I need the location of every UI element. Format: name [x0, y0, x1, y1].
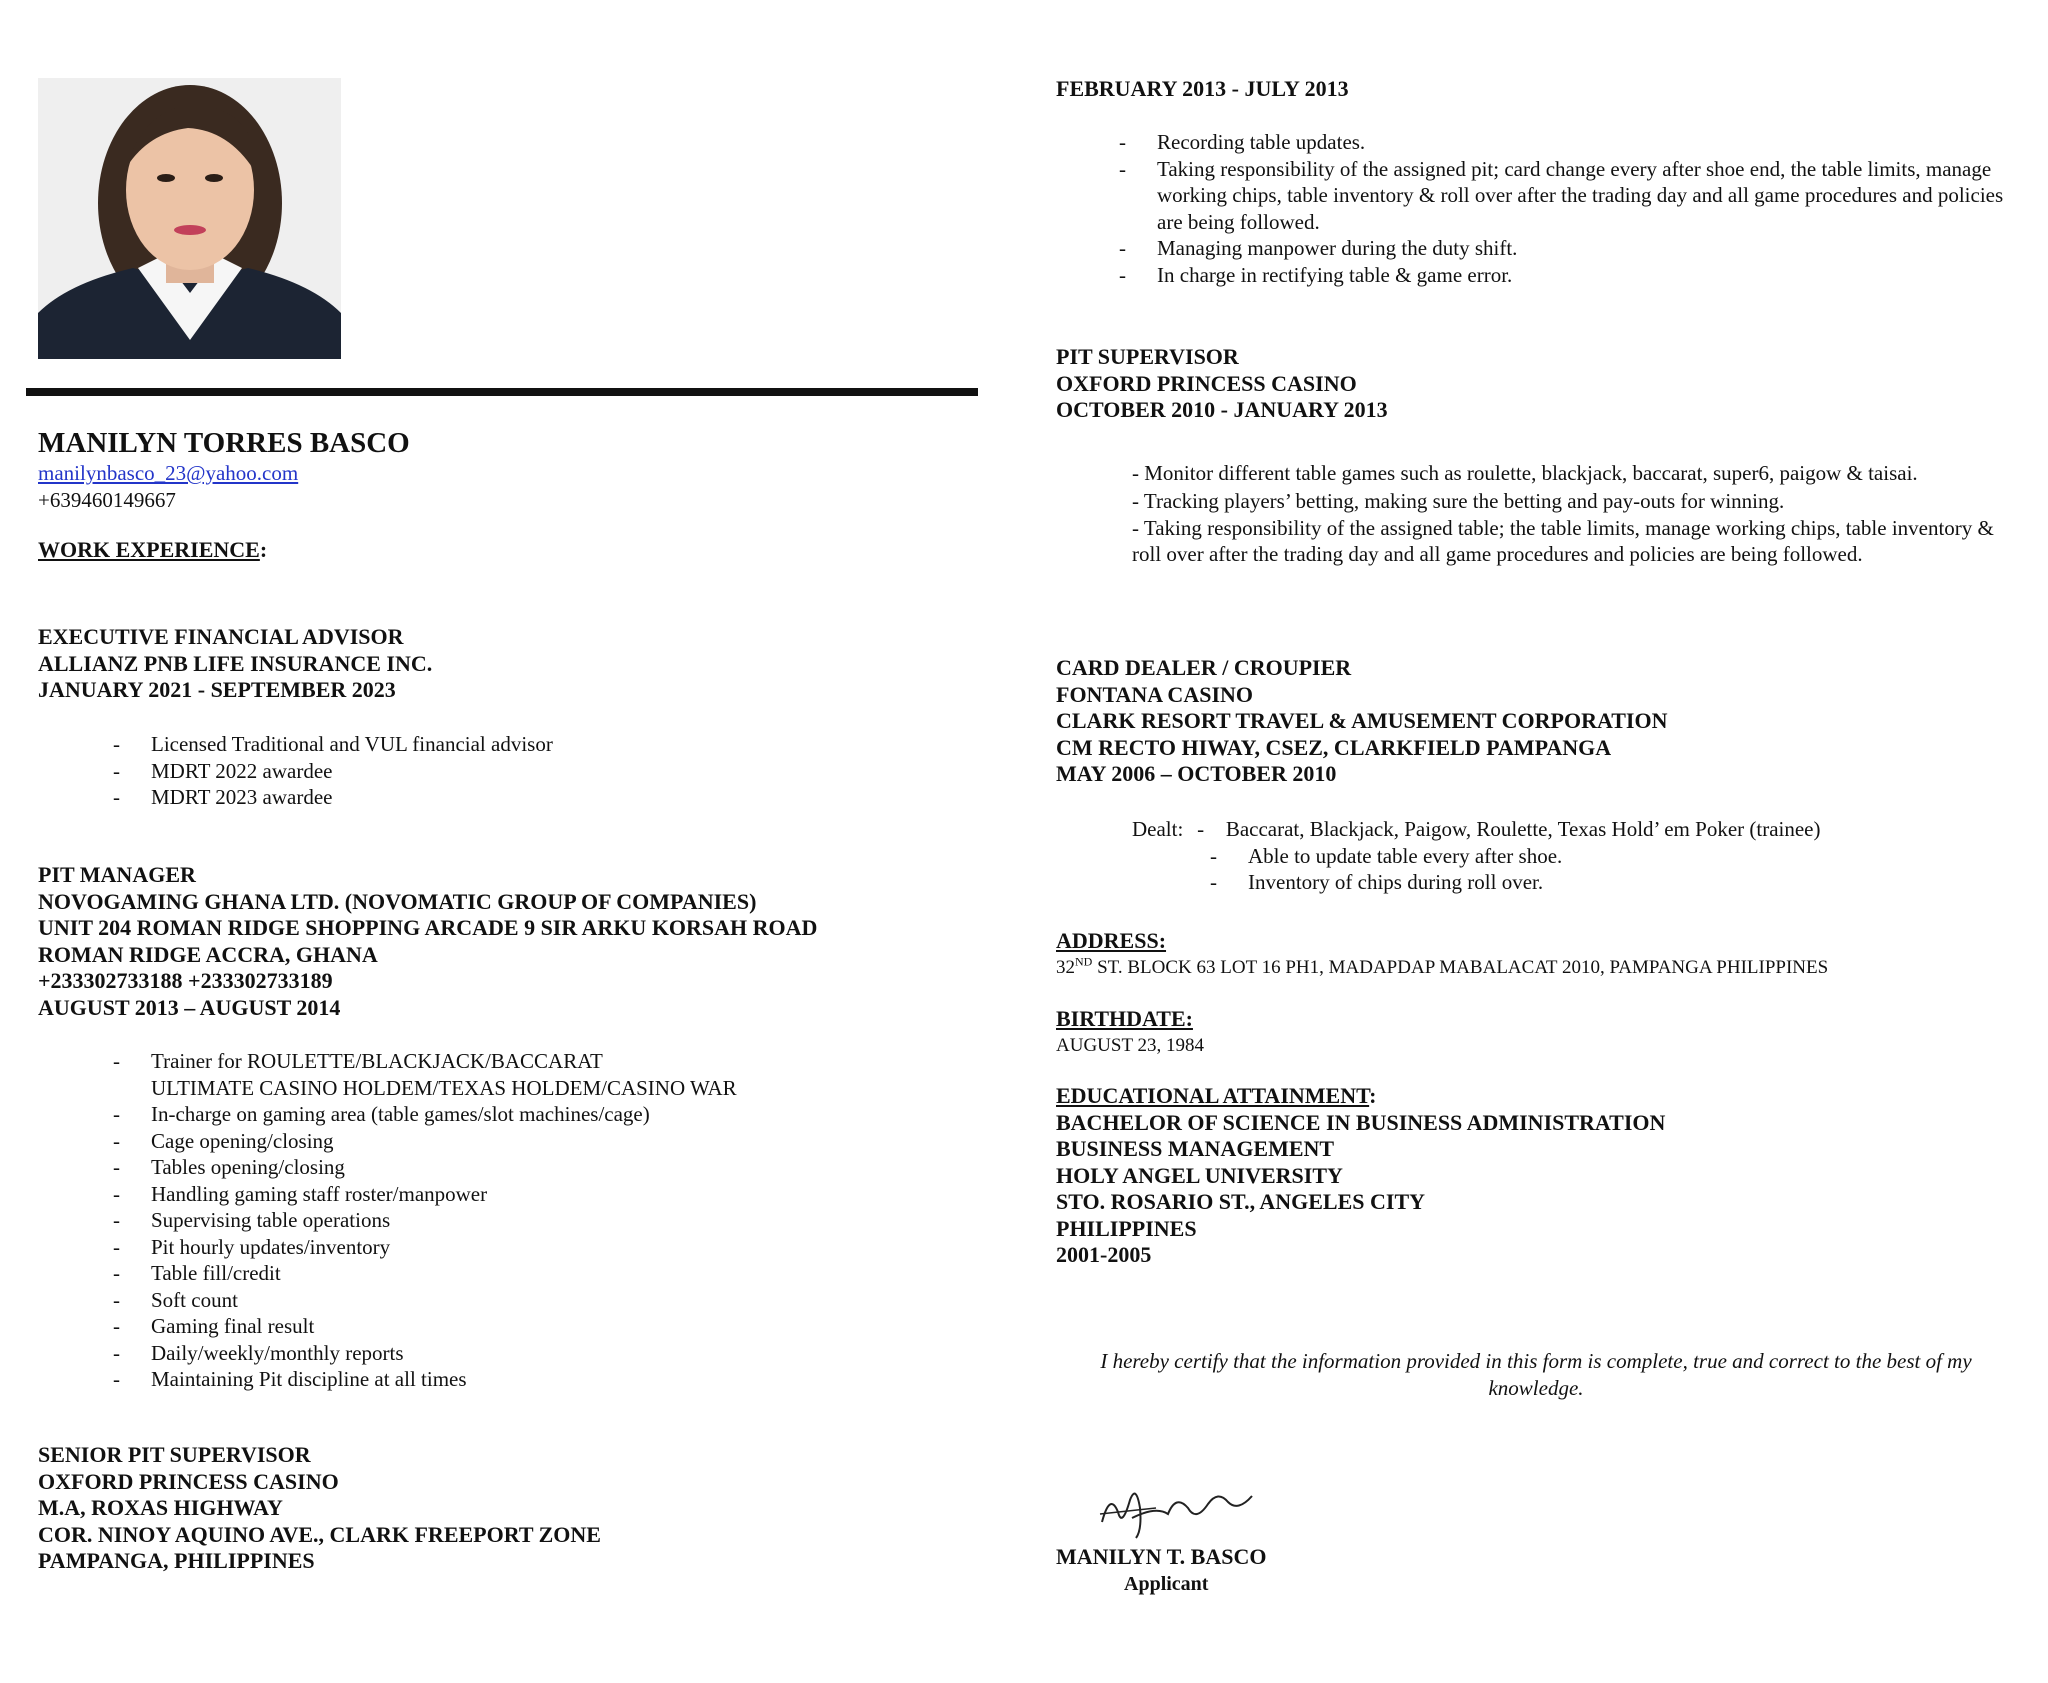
job-pit-supervisor — [1056, 344, 2016, 424]
job-dates: OCTOBER 2010 - JANUARY 2013 — [1056, 397, 1388, 422]
job-title: PIT MANAGER — [38, 862, 196, 887]
address-value: 32ND ST. BLOCK 63 LOT 16 PH1, MADAPDAP MABALACAT 2010, PAMPANGA PHILIPPINES — [1056, 954, 1829, 978]
job-dates: MAY 2006 – OCTOBER 2010 — [1056, 761, 1337, 786]
list-item: - Tracking players’ betting, making sure the betting and pay-outs for winning. — [1132, 489, 1785, 513]
address-section — [1056, 928, 2016, 981]
job-company: OXFORD PRINCESS CASINO — [38, 1468, 339, 1494]
job-pit-manager — [38, 862, 978, 1021]
job-company-corporation: CLARK RESORT TRAVEL & AMUSEMENT CORPORATION — [1056, 708, 1668, 733]
job5-duties — [1132, 816, 2012, 896]
birthdate-value: AUGUST 23, 1984 — [1056, 1034, 1204, 1056]
dealt-line: Dealt: - Baccarat, Blackjack, Paigow, Roulette, Texas Hold’ em Poker (trainee) — [1132, 817, 1821, 841]
education-line: PHILIPPINES — [1056, 1215, 1197, 1241]
list-item: - Gaming final result — [151, 1313, 971, 1340]
job-company: ALLIANZ PNB LIFE INSURANCE INC. — [38, 650, 433, 676]
education-line: STO. ROSARIO ST., ANGELES CITY — [1056, 1189, 1426, 1214]
job2-duties — [151, 1048, 971, 1393]
job-address: UNIT 204 ROMAN RIDGE SHOPPING ARCADE 9 SIR ARKU KORSAH ROAD — [38, 915, 818, 940]
job-address: CM RECTO HIWAY, CSEZ, CLARKFIELD PAMPANGA — [1056, 734, 1612, 760]
list-item: - Maintaining Pit discipline at all times — [151, 1366, 971, 1393]
job-dates: AUGUST 2013 – AUGUST 2014 — [38, 994, 341, 1020]
list-item: - In charge in rectifying table & game error. — [1157, 262, 2017, 289]
list-item: - Pit hourly updates/inventory — [151, 1234, 971, 1261]
job-company: OXFORD PRINCESS CASINO — [1056, 370, 1357, 396]
education-line: 2001-2005 — [1056, 1242, 1152, 1267]
education-line: HOLY ANGEL UNIVERSITY — [1056, 1162, 1343, 1188]
job-phones: +233302733188 +233302733189 — [38, 968, 333, 993]
education-line: BACHELOR OF SCIENCE IN BUSINESS ADMINISTRATION — [1056, 1109, 1666, 1135]
dealer-duties-list — [1132, 843, 2012, 896]
list-item: - Inventory of chips during roll over. — [1248, 869, 2012, 896]
contact-block — [38, 426, 978, 513]
list-item: - Managing manpower during the duty shift. — [1157, 235, 2017, 262]
list-item: - In-charge on gaming area (table games/slot machines/cage) — [151, 1101, 971, 1128]
education-section — [1056, 1083, 2016, 1269]
job-address: ROMAN RIDGE ACCRA, GHANA — [38, 941, 378, 967]
job-title: SENIOR PIT SUPERVISOR — [38, 1442, 311, 1467]
address-heading: ADDRESS: — [1056, 928, 1167, 953]
job-address: PAMPANGA, PHILIPPINES — [38, 1548, 315, 1573]
list-item: - Handling gaming staff roster/manpower — [151, 1181, 971, 1208]
job-company: NOVOGAMING GHANA LTD. (NOVOMATIC GROUP OF COMPANIES) — [38, 888, 757, 914]
phone-number: +639460149667 — [38, 487, 176, 512]
job-address: COR. NINOY AQUINO AVE., CLARK FREEPORT ZONE — [38, 1521, 601, 1547]
list-item: - Tables opening/closing — [151, 1154, 971, 1181]
job-title: EXECUTIVE FINANCIAL ADVISOR — [38, 624, 404, 649]
signature-role: Applicant — [1124, 1572, 1209, 1595]
list-item: - Licensed Traditional and VUL financial advisor — [151, 731, 971, 758]
list-item: - Taking responsibility of the assigned pit; card change every after shoe end, the table limits, manage working chips, table inventory & roll over after the trading day and all game procedures and policies are being followed. — [1157, 156, 2017, 236]
list-item: - MDRT 2023 awardee — [151, 784, 971, 811]
job-dates: JANUARY 2021 - SEPTEMBER 2023 — [38, 677, 396, 702]
list-item: - Taking responsibility of the assigned table; the table limits, manage working chips, table inventory & roll over after the trading day and all game procedures and policies are being followed. — [1132, 515, 1994, 566]
list-item: - Supervising table operations — [151, 1207, 971, 1234]
job-senior-pit-supervisor — [38, 1442, 978, 1575]
dealt-label: Dealt: — [1132, 817, 1184, 841]
job-title: PIT SUPERVISOR — [1056, 344, 1239, 369]
education-heading: EDUCATIONAL ATTAINMENT: — [1056, 1083, 1377, 1108]
list-item: - Able to update table every after shoe. — [1248, 843, 2012, 870]
education-line: BUSINESS MANAGEMENT — [1056, 1136, 1335, 1161]
job3-duties — [1157, 129, 2017, 288]
signature-name: MANILYN T. BASCO — [1056, 1544, 1267, 1569]
work-experience-heading: WORK EXPERIENCE: — [38, 537, 268, 562]
birthdate-heading: BIRTHDATE: — [1056, 1006, 1193, 1031]
email-link[interactable]: manilynbasco_23@yahoo.com — [38, 461, 299, 485]
list-item: - Table fill/credit — [151, 1260, 971, 1287]
job3-dates: FEBRUARY 2013 - JULY 2013 — [1056, 76, 1349, 101]
job-card-dealer — [1056, 655, 2016, 788]
job-title: CARD DEALER / CROUPIER — [1056, 655, 1352, 680]
job1-duties — [151, 731, 971, 811]
list-item: - Recording table updates. — [1157, 129, 2017, 156]
job-company: FONTANA CASINO — [1056, 681, 1254, 707]
list-item: - Trainer for ROULETTE/BLACKJACK/BACCARAT ULTIMATE CASINO HOLDEM/TEXAS HOLDEM/CASINO WAR — [151, 1048, 971, 1101]
certification-statement: I hereby certify that the information provided in this form is complete, true and correct to the best of my knowledge. — [1100, 1349, 1972, 1400]
dealt-games: Baccarat, Blackjack, Paigow, Roulette, Texas Hold’ em Poker (trainee) — [1225, 817, 1821, 841]
job-executive-financial-advisor — [38, 624, 978, 704]
list-item: - Soft count — [151, 1287, 971, 1314]
birthdate-section — [1056, 1006, 2016, 1059]
list-item: - Monitor different table games such as roulette, blackjack, baccarat, super6, paigow & taisai. — [1132, 461, 1918, 485]
applicant-name: MANILYN TORRES BASCO — [38, 427, 410, 459]
job-address: M.A, ROXAS HIGHWAY — [38, 1495, 283, 1520]
header-divider — [26, 388, 978, 396]
list-item: - Cage opening/closing — [151, 1128, 971, 1155]
signature-image — [1096, 1478, 1264, 1544]
signature-block — [1056, 1544, 2016, 1597]
job4-duties — [1132, 457, 2012, 568]
applicant-photo — [38, 78, 341, 359]
list-item: - Daily/weekly/monthly reports — [151, 1340, 971, 1367]
list-item: - MDRT 2022 awardee — [151, 758, 971, 785]
